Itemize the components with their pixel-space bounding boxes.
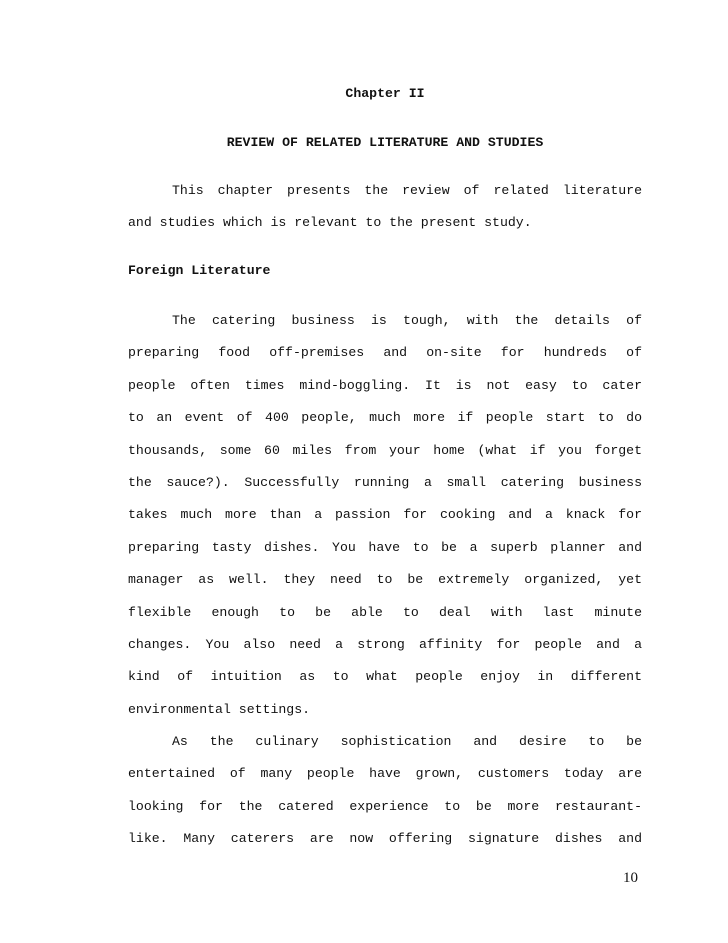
- intro-line: and studies which is relevant to the present study.: [128, 215, 532, 231]
- page-number: 10: [623, 870, 638, 886]
- intro-line: This chapter presents the review of related literature: [172, 183, 642, 198]
- paragraph-catering-business: [128, 313, 642, 734]
- subheading-foreign-literature: Foreign Literature: [128, 263, 271, 278]
- paragraph-line: The catering business is tough, with the details of: [172, 313, 642, 328]
- paragraph-line: to an event of 400 people, much more if people start to do: [128, 410, 642, 426]
- paragraph-line: environmental settings.: [128, 701, 311, 717]
- paragraph-culinary-sophistication: [128, 734, 642, 864]
- paragraph-line: manager as well. they need to be extremely organized, yet: [128, 572, 642, 588]
- paragraph-line: the sauce?). Successfully running a small catering business: [128, 474, 642, 490]
- paragraph-line: entertained of many people have grown, customers today are: [128, 766, 642, 782]
- paragraph-line: thousands, some 60 miles from your home (what if you forget: [128, 442, 642, 458]
- intro-paragraph: [128, 183, 642, 248]
- paragraph-line: changes. You also need a strong affinity for people and a: [128, 636, 642, 652]
- paragraph-line: people often times mind-boggling. It is not easy to cater: [128, 377, 642, 393]
- chapter-title: Chapter II: [345, 86, 425, 101]
- section-title: REVIEW OF RELATED LITERATURE AND STUDIES: [226, 135, 544, 150]
- paragraph-line: preparing tasty dishes. You have to be a superb planner and: [128, 539, 642, 555]
- paragraph-line: preparing food off-premises and on-site for hundreds of: [128, 345, 642, 361]
- paragraph-line: looking for the catered experience to be more restaurant-: [128, 798, 642, 814]
- paragraph-line: kind of intuition as to what people enjoy in different: [128, 669, 642, 685]
- paragraph-line: flexible enough to be able to deal with last minute: [128, 604, 642, 620]
- paragraph-line: like. Many caterers are now offering signature dishes and: [128, 831, 642, 847]
- paragraph-line: takes much more than a passion for cooking and a knack for: [128, 507, 642, 523]
- paragraph-line: As the culinary sophistication and desire to be: [172, 734, 642, 749]
